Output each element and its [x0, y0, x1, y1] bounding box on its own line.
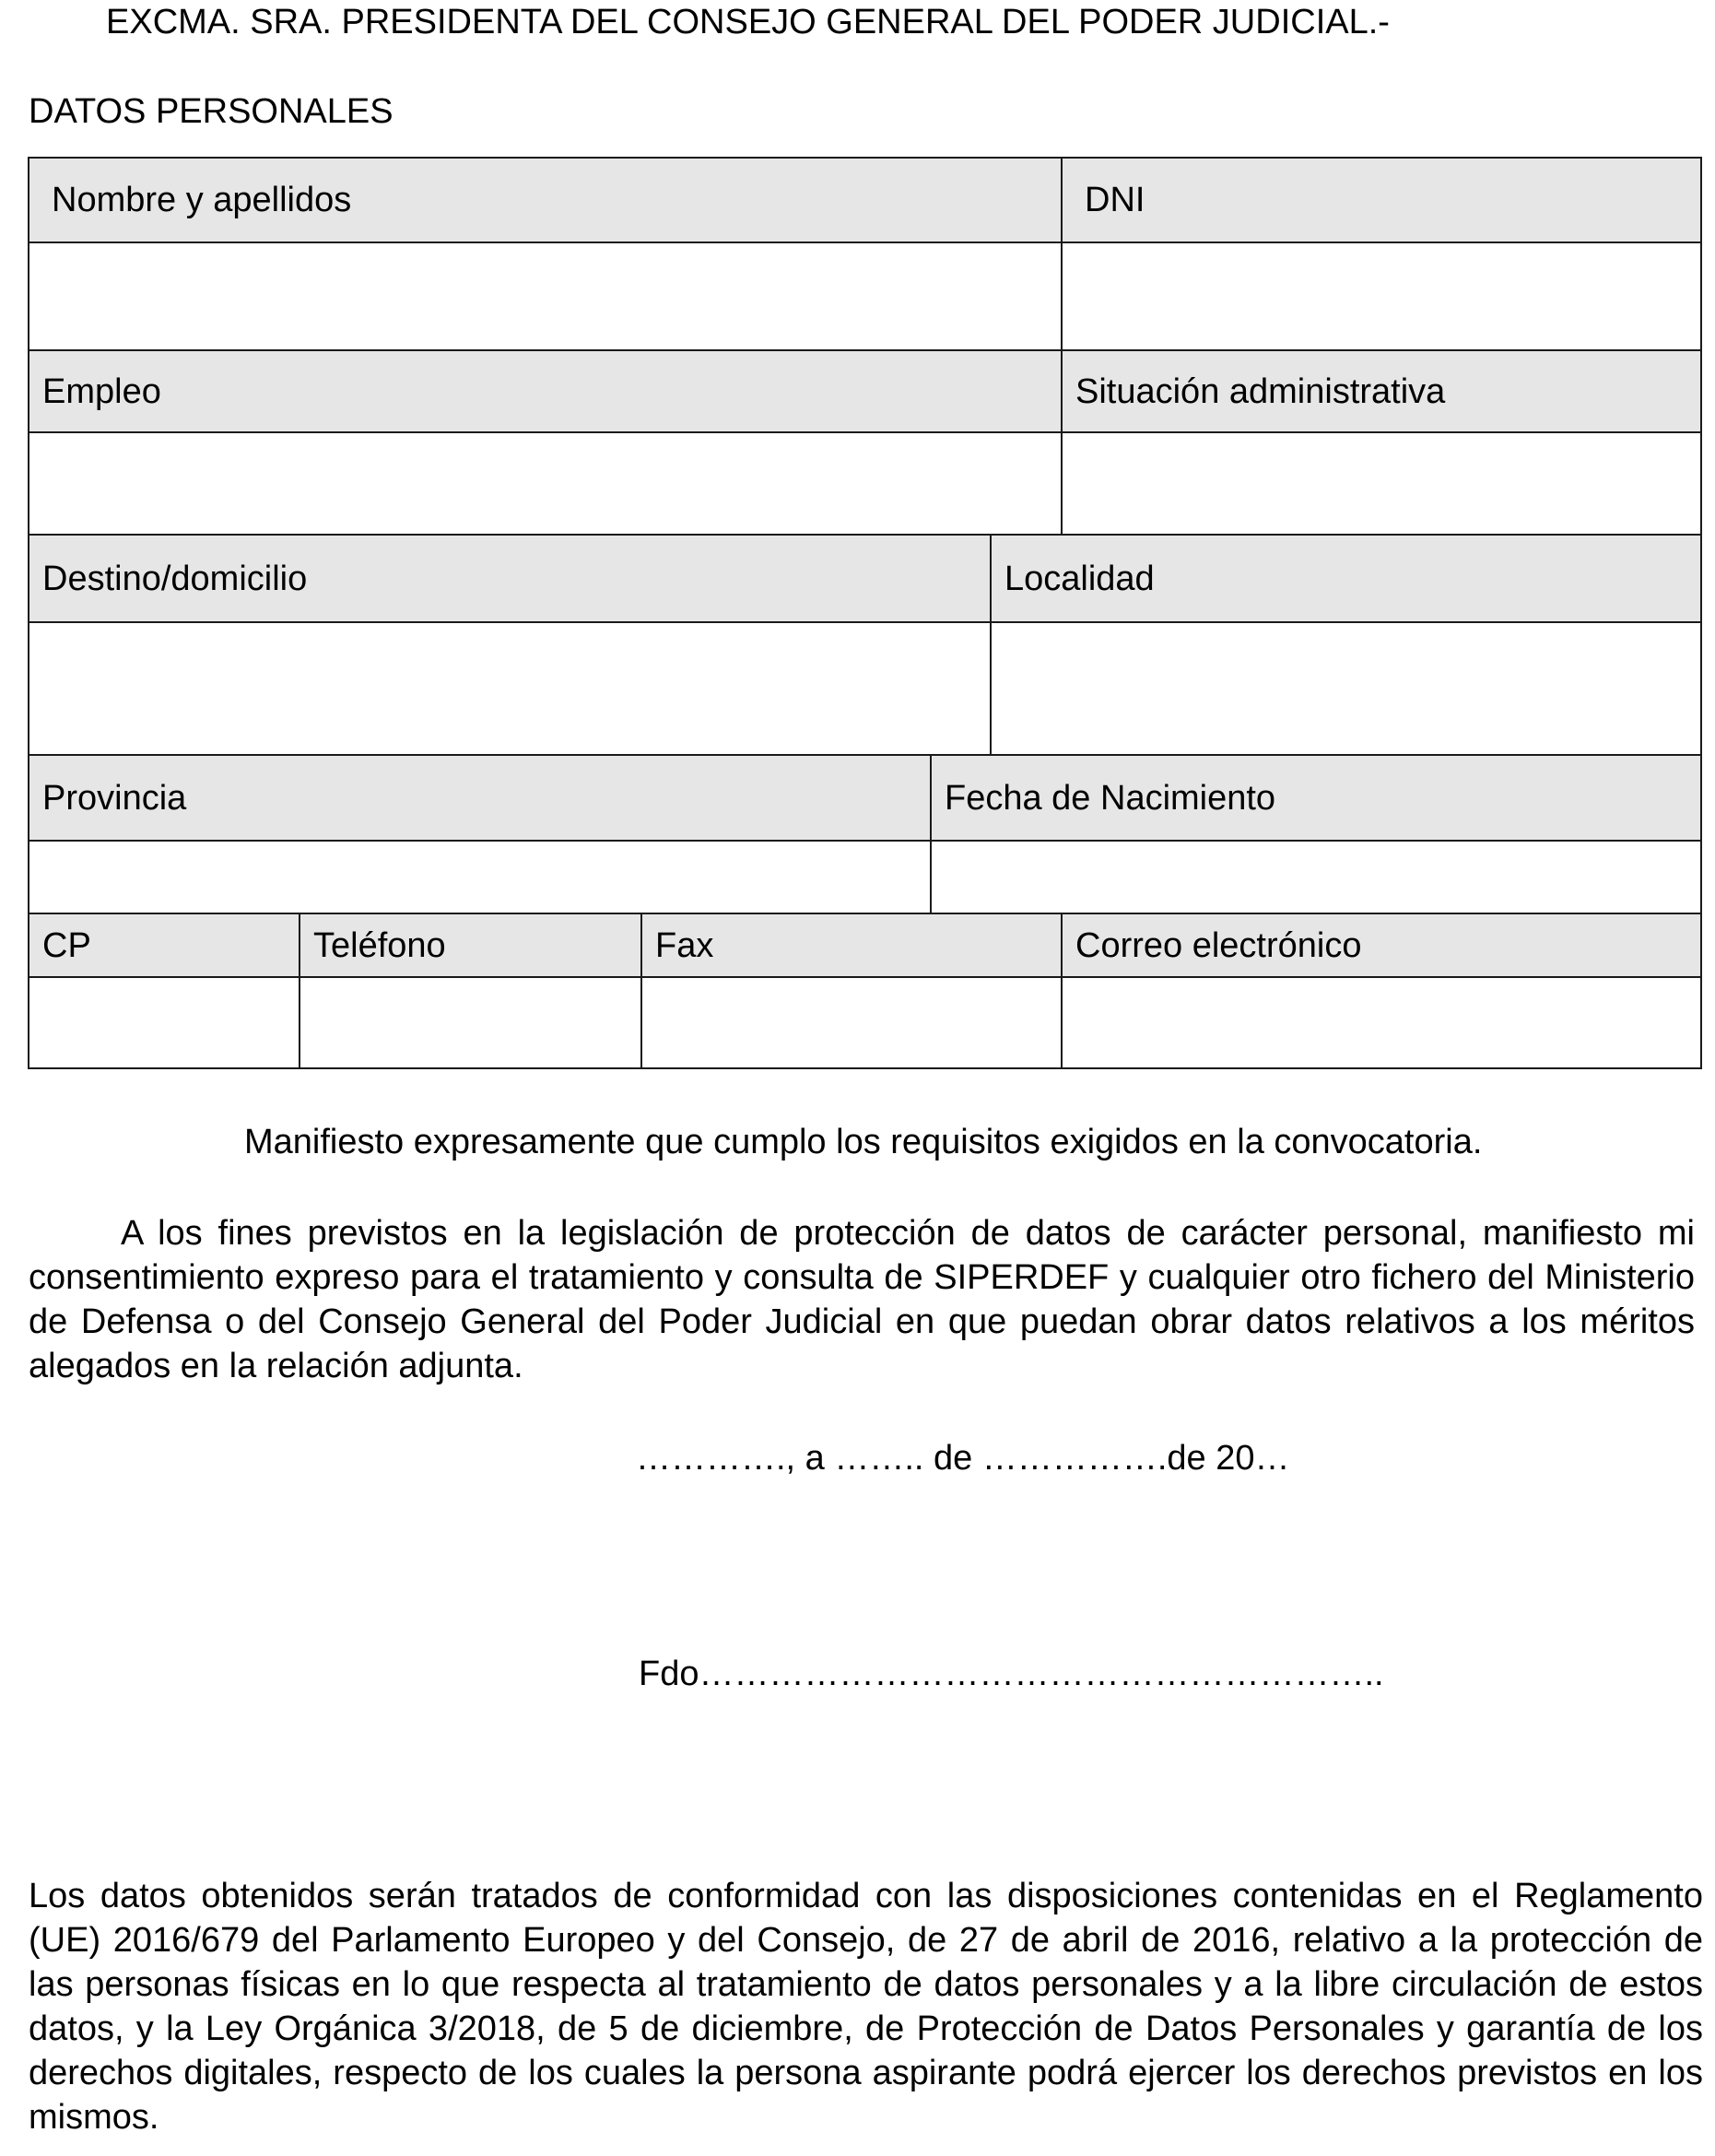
field-label: Correo electrónico [1075, 925, 1362, 965]
field-label: Provincia [42, 778, 187, 818]
empleo-input[interactable] [28, 431, 1063, 536]
telefono-input[interactable] [299, 976, 642, 1069]
label-cell-provincia [28, 754, 932, 842]
field-label: Localidad [1004, 559, 1155, 598]
provincia-input[interactable] [28, 840, 932, 914]
consent-paragraph [29, 1211, 1695, 1388]
signature-line[interactable]: Fdo………………………………………………….. [639, 1655, 1384, 1693]
label-cell-fax [640, 913, 1063, 978]
fax-input[interactable] [640, 976, 1063, 1069]
field-label: CP [42, 925, 91, 965]
nombre-input[interactable] [28, 242, 1063, 351]
cp-input[interactable] [28, 976, 300, 1069]
field-label: Situación administrativa [1075, 371, 1446, 411]
label-cell-cp [28, 913, 300, 978]
section-title: DATOS PERSONALES [29, 92, 394, 131]
label-cell-empleo [28, 349, 1063, 433]
date-place-line[interactable]: …………., a …….. de …………….de 20… [636, 1439, 1290, 1478]
label-cell-destino [28, 534, 992, 623]
declaration-text: Manifiesto expresamente que cumplo los requisitos exigidos en la convocatoria. [244, 1123, 1483, 1161]
field-label: Empleo [42, 371, 161, 411]
field-label: DNI [1085, 181, 1145, 219]
label-cell-telefono [299, 913, 642, 978]
data-protection-notice: Los datos obtenidos serán tratados de conformidad con las disposiciones contenidas en el Reglamento (UE) 2016/679 del Parlamento Europeo y del Consejo, de 27 de abril de 2016, relativo a la protección de las personas físicas en lo que respecta al tratamiento de datos personales y a la libre circulación de estos datos, y la Ley Orgánica 3/2018, de 5 de diciembre, de Protección de Datos Personales y garantía de los derechos digitales, respecto de los cuales la persona aspirante podrá ejercer los derechos previstos en los mismos. [29, 1877, 1703, 2137]
dni-input[interactable] [1061, 242, 1702, 351]
field-label: Fecha de Nacimiento [945, 778, 1276, 818]
correo-input[interactable] [1061, 976, 1702, 1069]
situacion-input[interactable] [1061, 431, 1702, 536]
destino-input[interactable] [28, 621, 992, 756]
localidad-input[interactable] [990, 621, 1702, 756]
fecha-nacimiento-input[interactable] [930, 840, 1702, 914]
field-label: Fax [655, 925, 714, 965]
addressee-heading: EXCMA. SRA. PRESIDENTA DEL CONSEJO GENERAL DEL PODER JUDICIAL.- [106, 3, 1390, 41]
label-cell-nombre [28, 157, 1063, 243]
label-cell-situacion [1061, 349, 1702, 433]
label-cell-fecha-nacimiento [930, 754, 1702, 842]
field-label: Teléfono [313, 925, 446, 965]
field-label: Destino/domicilio [42, 559, 308, 598]
field-label: Nombre y apellidos [52, 181, 352, 219]
label-cell-correo [1061, 913, 1702, 978]
label-cell-localidad [990, 534, 1702, 623]
consent-text: A los fines previstos en la legislación de protección de datos de carácter personal, manifiesto mi consentimiento expreso para el tratamiento y consulta de SIPERDEF y cualquier otro fichero del Ministerio de Defensa o del Consejo General del Poder Judicial en que puedan obrar datos relativos a los méritos alegados en la relación adjunta. [29, 1214, 1695, 1385]
label-cell-dni [1061, 157, 1702, 243]
